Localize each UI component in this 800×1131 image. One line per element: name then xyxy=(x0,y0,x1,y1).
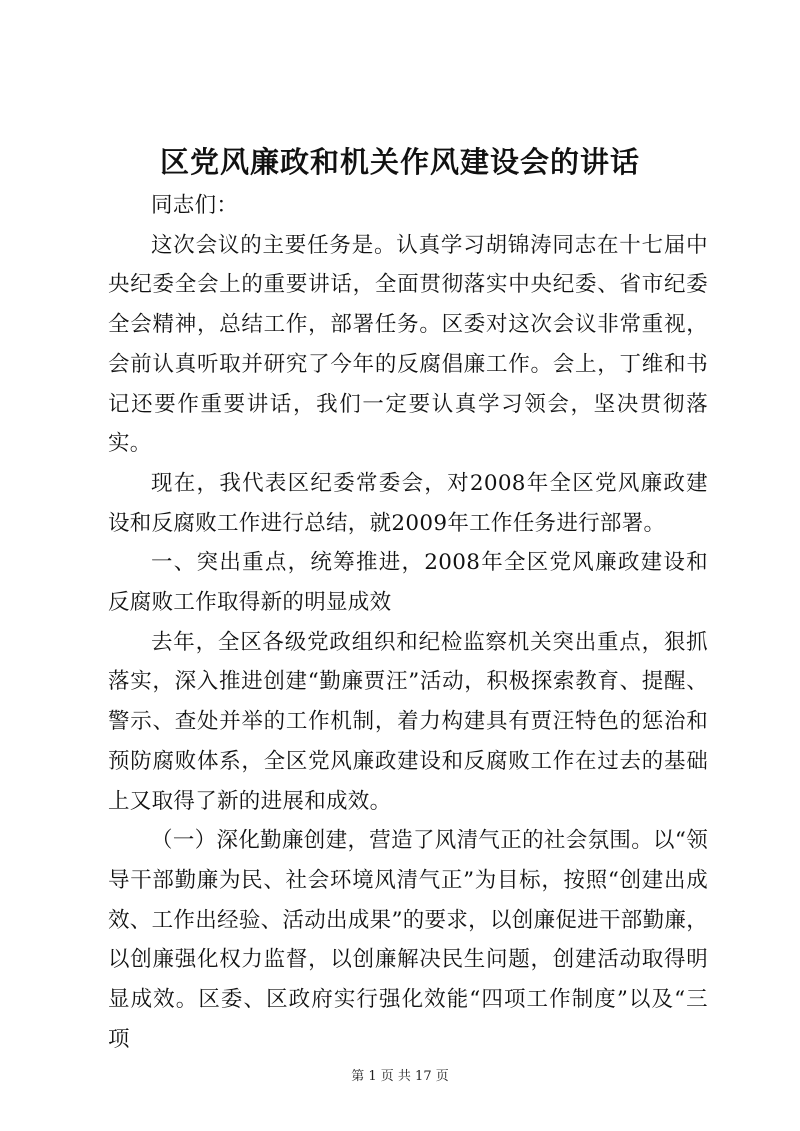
document-body xyxy=(108,186,708,1059)
section-heading-one: 一、突出重点，统筹推进，2008年全区党风廉政建设和反腐败工作取得新的明显成效 xyxy=(108,550,708,616)
page-title: 区党风廉政和机关作风建设会的讲话 xyxy=(159,145,640,179)
paragraph-subsection-one: （一）深化勤廉创建，营造了风清气正的社会氛围。以“领导干部勤廉为民、社会环境风清气正”为目标，按照“创建出成效、工作出经验、活动出成果”的要求，以创廉促进干部勤廉，以创廉强化权力监督，以创廉解决民生问题，创建活动取得明显成效。区委、区政府实行强化效能“四项工作制度”以及“三项 xyxy=(108,828,708,1052)
salutation: 同志们： xyxy=(151,193,239,218)
paragraph-report-intro: 现在，我代表区纪委常委会，对2008年全区党风廉政建设和反腐败工作进行总结，就2009年工作任务进行部署。 xyxy=(108,470,708,536)
page-number-footer: 第 1 页 共 17 页 xyxy=(351,1069,449,1084)
paragraph-last-year-summary: 去年，全区各级党政组织和纪检监察机关突出重点，狠抓落实，深入推进创建“勤廉贾汪”活动，积极探索教育、提醒、警示、查处并举的工作机制，着力构建具有贾汪特色的惩治和预防腐败体系，全区党风廉政建设和反腐败工作在过去的基础上又取得了新的进展和成效。 xyxy=(108,629,708,814)
paragraph-meeting-tasks: 这次会议的主要任务是。认真学习胡锦涛同志在十七届中央纪委全会上的重要讲话，全面贯彻落实中央纪委、省市纪委全会精神，总结工作，部署任务。区委对这次会议非常重视，会前认真听取并研究了今年的反腐倡廉工作。会上，丁维和书记还要作重要讲话，我们一定要认真学习领会，坚决贯彻落实。 xyxy=(108,232,708,457)
